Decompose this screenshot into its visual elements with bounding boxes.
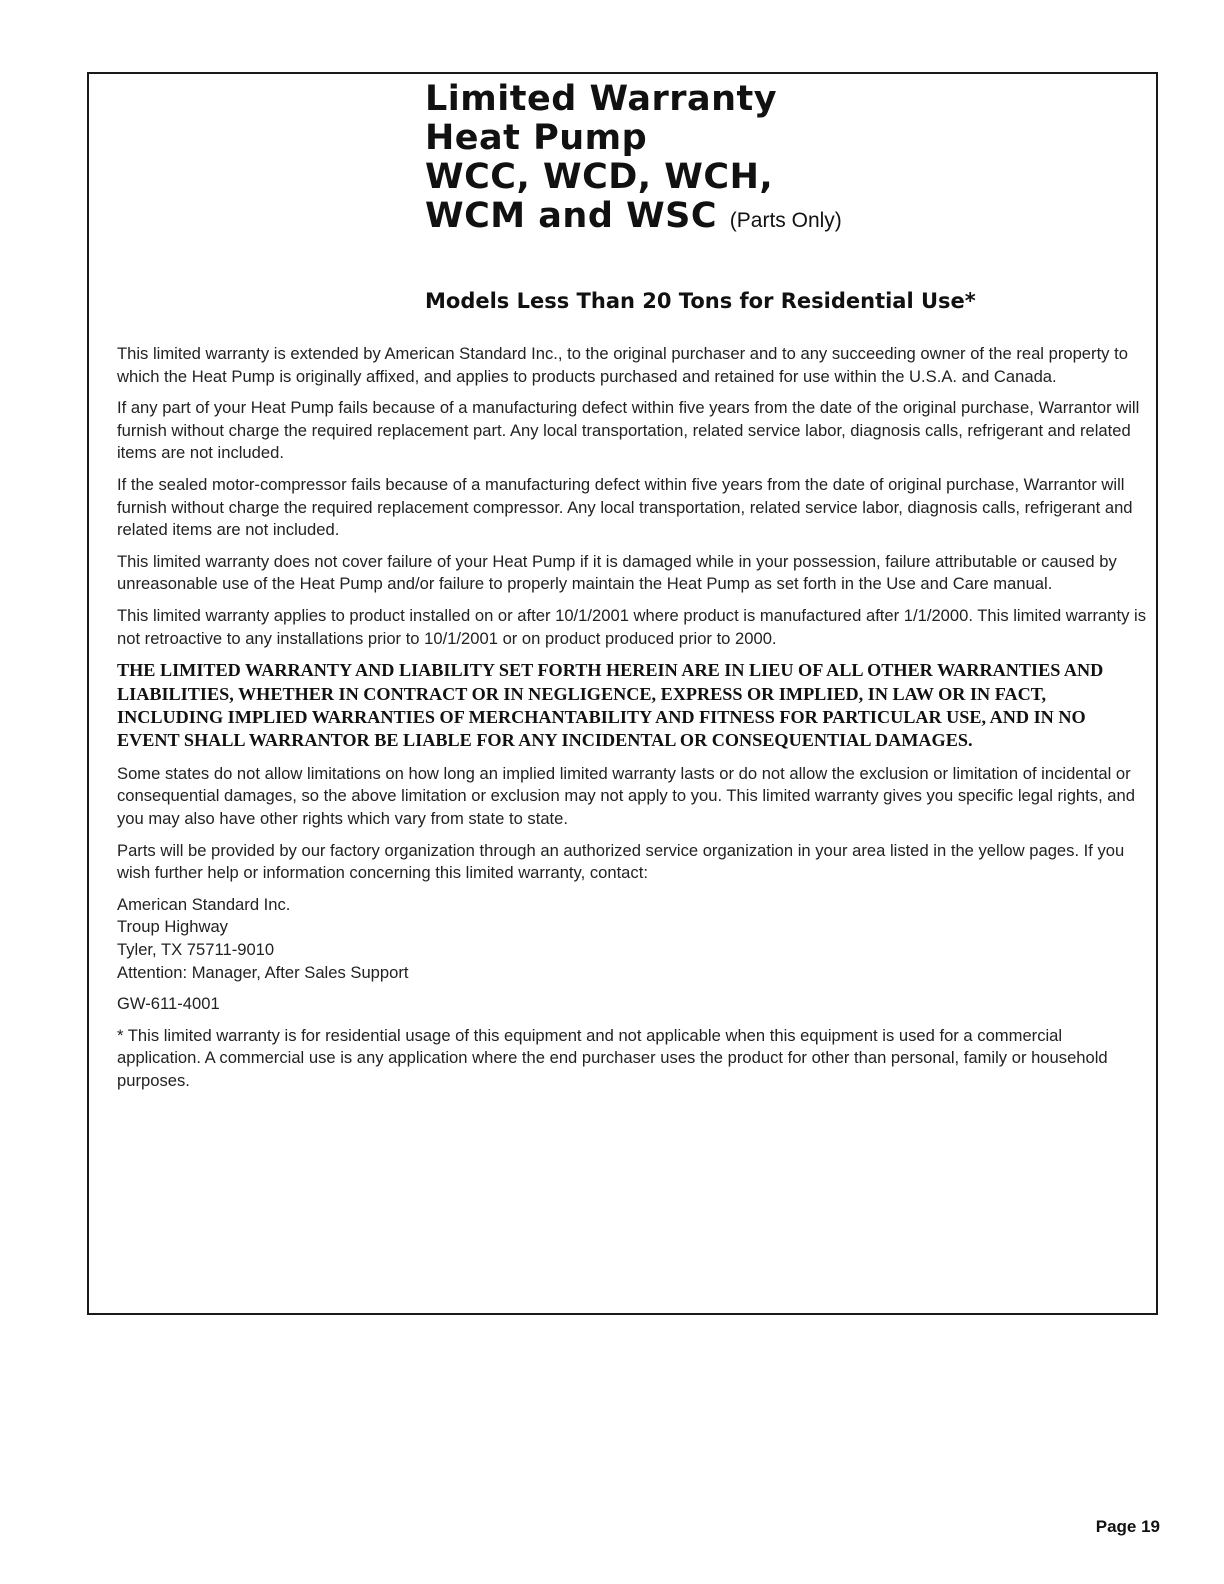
title-line-4-text: WCM and WSC [425, 196, 718, 236]
liability-disclaimer: THE LIMITED WARRANTY AND LIABILITY SET FORTH HEREIN ARE IN LIEU OF ALL OTHER WARRANTIES AND LIABILITIES, WHETHER IN CONTRACT OR IN NEGLIGENCE, EXPRESS OR IMPLIED, IN LAW OR IN FACT, INCLUDING IMPLIED WARRANTIES OF MERCHANTABILITY AND FITNESS FOR PARTICULAR USE, AND IN NO EVENT SHALL WARRANTOR BE LIABLE FOR ANY INCIDENTAL OR CONSEQUENTIAL DAMAGES. [117, 660, 1104, 751]
subtitle: Models Less Than 20 Tons for Residential Use* [425, 289, 976, 313]
title-line-2: Heat Pump [425, 118, 648, 158]
paragraph-states: Some states do not allow limitations on how long an implied limited warranty lasts or do not allow the exclusion or limitation of incidental or consequential damages, so the above limitation or exclusion may not apply to you. This limited warranty gives you specific legal rights, and you may also have other rights which vary from state to state. [117, 763, 1135, 828]
paragraph-extended: This limited warranty is extended by American Standard Inc., to the original purchaser and to any succeeding owner of the real property to which the Heat Pump is originally affixed, and applies to products purchased and retained for use within the U.S.A. and Canada. [117, 344, 1128, 386]
document-code: GW-611-4001 [117, 994, 220, 1014]
address-line-1: American Standard Inc. [117, 894, 291, 914]
footnote: * This limited warranty is for residential usage of this equipment and not applicable when this equipment is used for a commercial application. A commercial use is any application where the end purchaser uses the product for other than personal, family or household purposes. [117, 1025, 1108, 1090]
parts-only-note: (Parts Only) [729, 209, 842, 232]
warranty-body [117, 343, 1147, 1101]
title-block [425, 80, 842, 240]
address-line-4: Attention: Manager, After Sales Support [117, 962, 409, 982]
paragraph-exclusions: This limited warranty does not cover failure of your Heat Pump if it is damaged while in your possession, failure attributable or caused by unreasonable use of the Heat Pump and/or failure to properly maintain the Heat Pump as set forth in the Use and Care manual. [117, 551, 1117, 594]
paragraph-parts: If any part of your Heat Pump fails because of a manufacturing defect within five years from the date of the original purchase, Warrantor will furnish without charge the required replacement part. Any local transportation, related service labor, diagnosis calls, refrigerant and related items are not included. [117, 398, 1140, 463]
paragraph-compressor: If the sealed motor-compressor fails because of a manufacturing defect within five years from the date of original purchase, Warrantor will furnish without charge the required replacement compressor. Any local transportation, related service labor, diagnosis calls, refrigerant and related items are not included. [117, 474, 1133, 540]
contact-address [117, 894, 1147, 984]
title-line-3: WCC, WCD, WCH, [425, 157, 774, 197]
page-number: Page 19 [1095, 1517, 1160, 1536]
address-line-2: Troup Highway [117, 917, 228, 937]
paragraph-parts-provided: Parts will be provided by our factory organization through an authorized service organization in your area listed in the yellow pages. If you wish further help or information concerning this limited warranty, contact: [117, 840, 1125, 883]
paragraph-dates: This limited warranty applies to product installed on or after 10/1/2001 where product is manufactured after 1/1/2000. This limited warranty is not retroactive to any installations prior to 10/1/2001 or on product produced prior to 2000. [117, 605, 1147, 648]
title-line-1: Limited Warranty [425, 79, 778, 119]
address-line-3: Tyler, TX 75711-9010 [117, 939, 275, 959]
title-line-4 [425, 197, 842, 240]
